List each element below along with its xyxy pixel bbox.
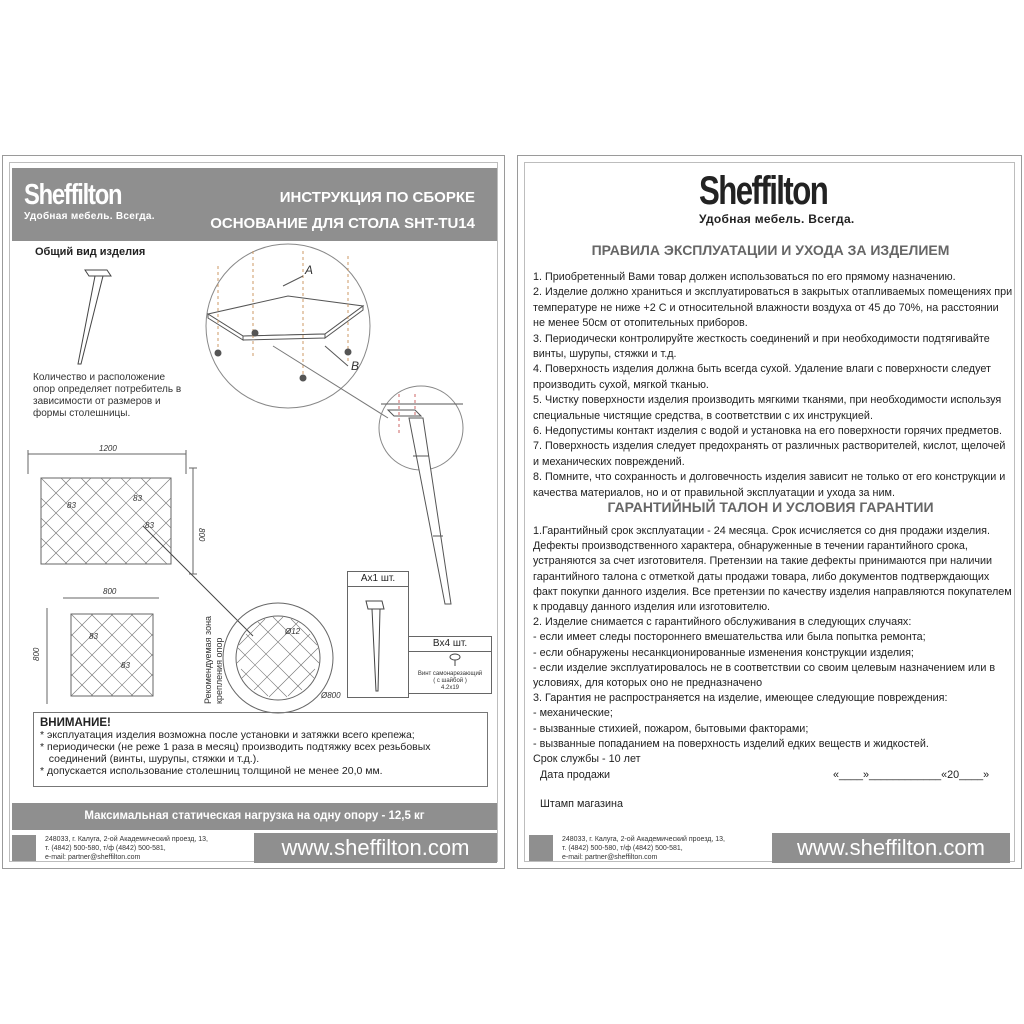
rule-item: 6. Недопустимы контакт изделия с водой и установка на его поверхности горячих предметов. [533, 425, 1002, 438]
brand-name: Sheffilton [699, 169, 828, 213]
right-footer [529, 833, 1010, 863]
part-b-label: Bx4 шт. [409, 637, 491, 652]
stamp-label: Штамп магазина [540, 798, 623, 810]
warning-line-1: * эксплуатация изделия возможна после установки и затяжки всего крепежа; [40, 729, 415, 741]
warranty-item: - механические; [533, 707, 613, 720]
warranty-item: - если обнаружены несанкционированные изменения конструкции изделия; [533, 646, 914, 659]
warning-box [33, 712, 488, 787]
warning-line-4: * допускается использование столешниц толщиной не менее 20,0 мм. [40, 765, 383, 777]
warranty-item: 2. Изделие снимается с гарантийного обслуживания в следующих случаях: [533, 616, 912, 629]
warning-title: ВНИМАНИЕ! [40, 717, 111, 729]
footer-address [562, 835, 725, 862]
footer-address [45, 835, 208, 862]
address-line-2: т. (4842) 500-580, т/ф (4842) 500-581, [45, 845, 166, 852]
max-load-bar: Максимальная статическая нагрузка на одну опору - 12,5 кг [12, 803, 497, 830]
dim-rect-offset-1: 83 [67, 501, 76, 510]
brand-slogan: Удобная мебель. Всегда. [699, 212, 855, 226]
dim-circle-inner: Ø12 [285, 627, 301, 636]
part-a-label: Ax1 шт. [348, 572, 408, 587]
rule-item: 2. Изделие должно храниться и эксплуатироваться в закрытых отапливаемых помещениях при температуре не ниже +2 С и относительной влажности воздуха от 45 до 70%, на расстоянии не менее 50см от отопительных приборов. [533, 286, 1013, 330]
callout-a: A [305, 263, 314, 277]
dim-rect-width: 1200 [99, 444, 117, 453]
dim-rect-offset-3: 83 [145, 521, 154, 530]
dim-square-offset-1: 83 [89, 632, 98, 641]
footer-square [12, 835, 36, 861]
rule-item: 3. Периодически контролируйте жесткость соединений и при необходимости подтягивайте винты, шурупы, стяжки и т.д. [533, 332, 990, 361]
sale-date-label: Дата продажи [540, 769, 611, 781]
part-b-box [408, 636, 492, 694]
callout-b: B [351, 359, 360, 373]
warranty-item: - если изделие эксплуатировалось не в соответствии со своим целевым назначением или в условиях, для которых оно не предназначено [533, 661, 996, 690]
dim-rect-offset-2: 83 [133, 494, 142, 503]
warranty-item: Срок службы - 10 лет [533, 753, 641, 766]
square-tabletop-scheme [47, 598, 159, 704]
warranty-item: - вызванные стихией, пожаром, бытовыми факторами; [533, 722, 809, 735]
rules-title: ПРАВИЛА ЭКСПЛУАТАЦИИ И УХОДА ЗА ИЗДЕЛИЕМ [591, 242, 950, 258]
care-warranty-page [517, 155, 1022, 869]
address-line-1: 248033, г. Калуга, 2-ой Академический проезд, 13, [562, 836, 725, 843]
rule-item: 8. Помните, что сохранность и долговечность изделия зависит не только от его конструкции и качества материалов, но и от правильной эксплуатации и ухода за ним. [533, 471, 1006, 499]
part-a-leg-icon [348, 587, 408, 695]
warranty-item: 1.Гарантийный срок эксплуатации - 24 месяца. Срок исчисляется со дня продажи изделия. Дефекты производственного характера, обнаруженные в течении гарантийного срока, устраняются за счет изготовителя. Претензии на такие дефекты принимаются при наличии гарантийного талона с отметкой даты продажи товара, либо документов подтверждающих факт покупки данного изделия. Все претензии по качеству изделия направляются покупателем к продавцу данного изделия или изготовителю. [533, 525, 1012, 614]
dim-square-offset-2: 83 [121, 661, 130, 670]
warranty-item: 3. Гарантия не распространяется на изделие, имеющее следующие повреждения: [533, 692, 948, 705]
brand-name: Sheffilton [24, 179, 122, 211]
rule-item: 7. Поверхность изделия следует предохранять от различных растворителей, кислот, щелочей и механических повреждений. [533, 440, 1006, 468]
rule-item: 1. Приобретенный Вами товар должен использоваться по его прямому назначению. [533, 271, 956, 283]
screw-label-line-3: 4.2x19 [440, 685, 459, 691]
address-line-2: т. (4842) 500-580, т/ф (4842) 500-581, [562, 845, 683, 852]
assembly-instruction-page [2, 155, 505, 869]
rule-item: 5. Чистку поверхности изделия производить мягкими тканями, при необходимости используя специальные чистящие средства, в соответствии с их инструкцией. [533, 394, 1002, 422]
warranty-item: - вызванные попаданием на поверхность изделий едких веществ и жидкостей. [533, 737, 929, 750]
exploded-tabletop [206, 244, 388, 418]
rule-item: 4. Поверхность изделия должна быть всегда сухой. Удаление влаги с поверхности следует производить сухой, мягкой тканью. [533, 363, 991, 391]
part-a-box [347, 571, 409, 698]
leg-general-view [78, 270, 111, 364]
screw-icon [409, 652, 491, 666]
zone-label-line-2: крепления опор [214, 637, 224, 704]
screw-label-line-2: ( с шайбой ) [433, 678, 467, 684]
warranty-title: ГАРАНТИЙНЫЙ ТАЛОН И УСЛОВИЯ ГАРАНТИИ [607, 499, 934, 515]
sale-date-field[interactable]: «____»____________«20____» [833, 769, 990, 781]
dim-square-width: 800 [103, 587, 117, 596]
warning-line-3: соединений (винты, шурупы, стяжки и т.д.). [40, 753, 260, 765]
round-tabletop-scheme [223, 603, 333, 713]
address-line-3: e-mail: partner@sheffilton.com [562, 854, 658, 861]
screw-label [409, 671, 491, 692]
footer-square [529, 835, 553, 861]
address-line-1: 248033, г. Калуга, 2-ой Академический проезд, 13, [45, 836, 208, 843]
warranty-item: - если имеет следы постороннего вмешательства или была попытка ремонта; [533, 631, 926, 644]
website-link[interactable]: www.sheffilton.com [772, 833, 1010, 863]
placement-note: Количество и расположение опор определяет потребитель в зависимости от размеров и формы столешницы. [33, 372, 182, 419]
screw-label-line-1: Винт самонарезающий [417, 671, 483, 677]
website-link[interactable]: www.sheffilton.com [254, 833, 497, 863]
general-view-label: Общий вид изделия [35, 246, 146, 258]
left-footer [12, 833, 497, 863]
title-line-2: ОСНОВАНИЕ ДЛЯ СТОЛА SHT-TU14 [210, 215, 475, 232]
address-line-3: e-mail: partner@sheffilton.com [45, 854, 141, 861]
dim-circle-outer: Ø800 [321, 691, 341, 700]
brand-slogan: Удобная мебель. Всегда. [24, 211, 155, 222]
title-line-1: ИНСТРУКЦИЯ ПО СБОРКЕ [279, 189, 475, 206]
rect-tabletop-scheme [28, 450, 253, 636]
dim-square-height: 800 [32, 647, 41, 661]
zone-label-line-1: Рекомендуемая зона [203, 615, 213, 704]
rules-list [533, 270, 1013, 501]
warning-line-2: * периодически (не реже 1 раза в месяц) производить подтяжку всех резьбовых [40, 741, 431, 753]
warranty-list [533, 524, 1013, 767]
brand-logo [699, 171, 863, 226]
dim-rect-height: 800 [197, 528, 206, 542]
